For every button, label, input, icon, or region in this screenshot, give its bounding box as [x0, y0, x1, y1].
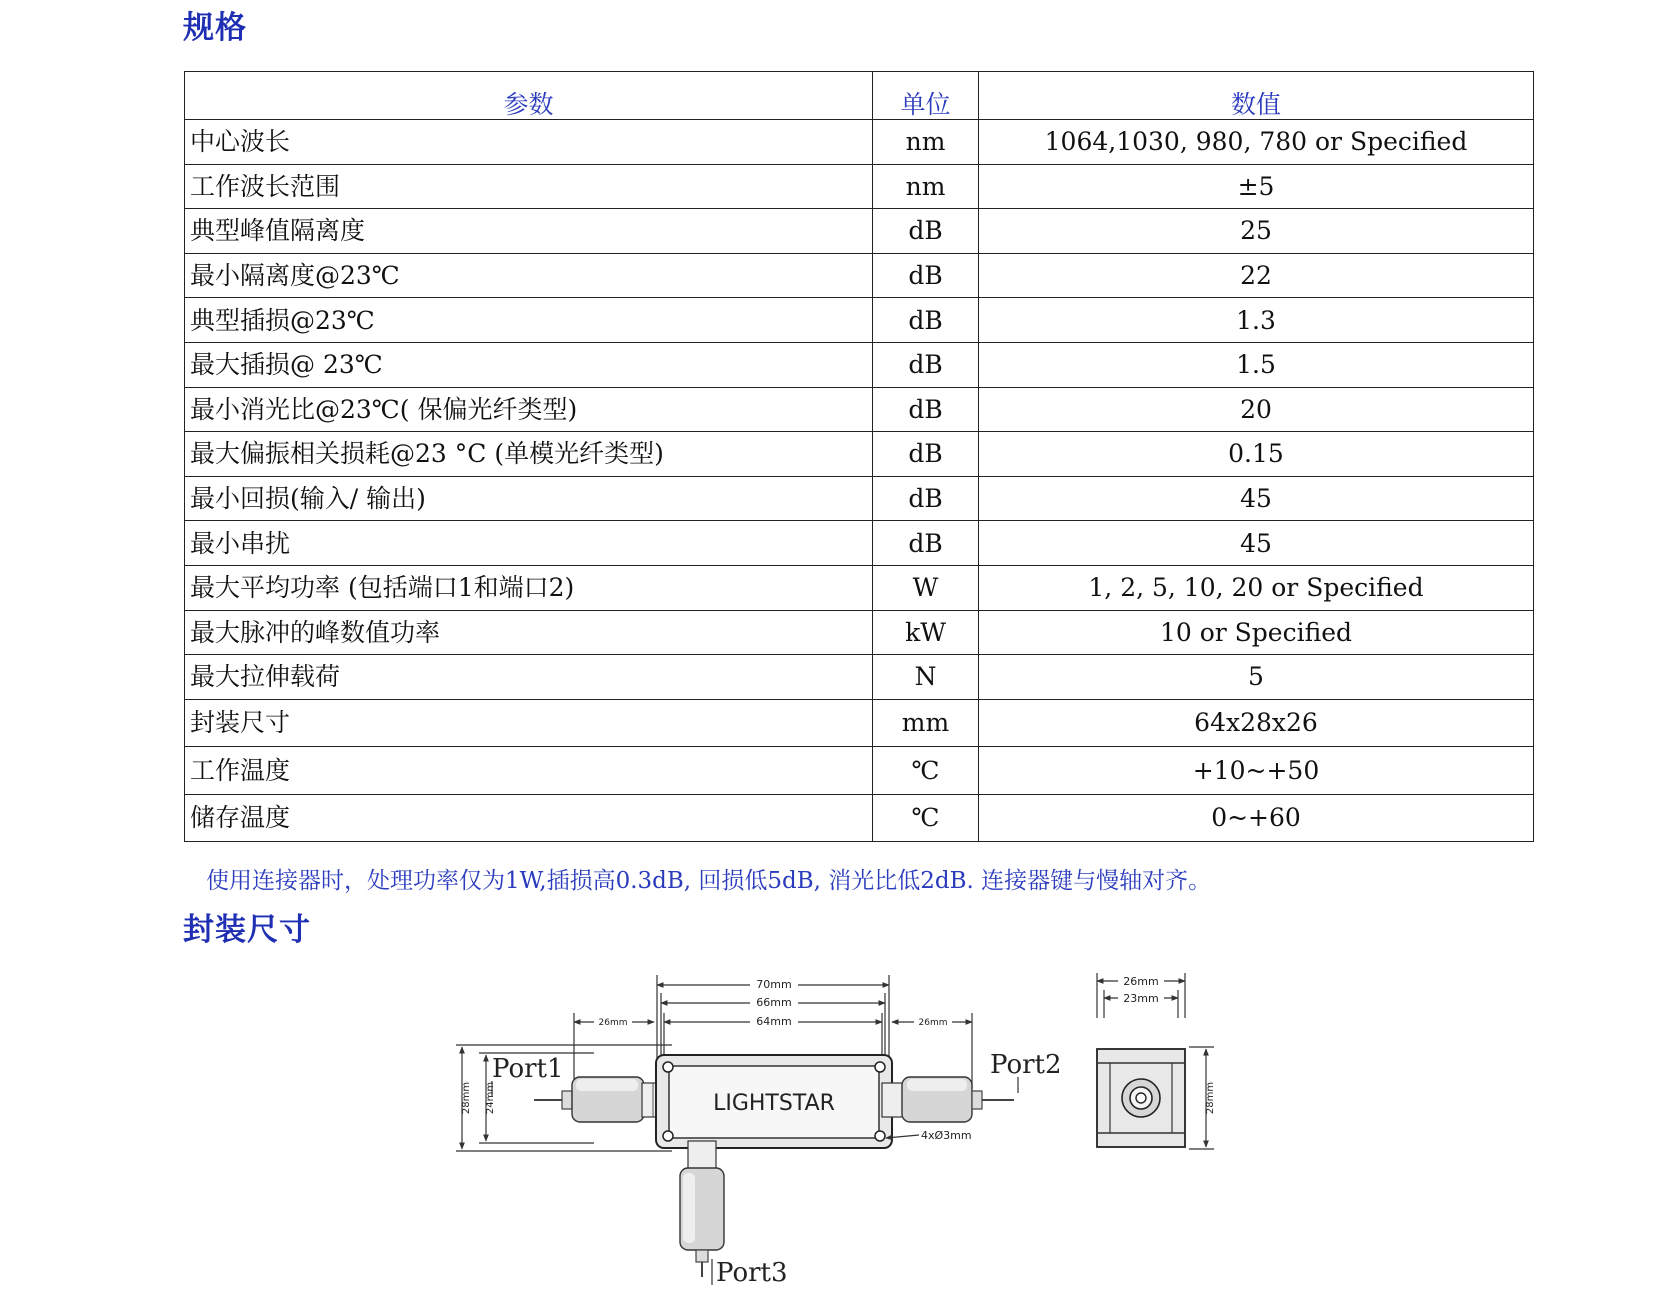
port2-label: Port2 — [990, 1050, 1062, 1080]
dim-24-label: 24mm — [485, 1081, 496, 1115]
unit-cell: dB — [873, 342, 979, 387]
unit-cell: N — [873, 655, 979, 700]
dim-64-label: 64mm — [756, 1015, 792, 1028]
port3-label: Port3 — [716, 1258, 788, 1288]
end-dim-23-label: 23mm — [1123, 992, 1159, 1005]
port1-label: Port1 — [492, 1054, 564, 1084]
param-cell: 最大插损@ 23℃ — [185, 342, 873, 387]
unit-cell: W — [873, 565, 979, 610]
table-row — [185, 432, 1534, 477]
value-cell: 0.15 — [979, 432, 1534, 477]
header-param: 参数 — [185, 72, 873, 120]
table-row — [185, 747, 1534, 795]
value-cell: ±5 — [979, 164, 1534, 209]
unit-cell: ℃ — [873, 794, 979, 842]
table-header-row — [185, 72, 1534, 120]
value-cell: 1.3 — [979, 298, 1534, 343]
spec-table — [184, 71, 1534, 842]
param-cell: 中心波长 — [185, 120, 873, 165]
table-row — [185, 120, 1534, 165]
unit-cell: nm — [873, 120, 979, 165]
header-unit: 单位 — [873, 72, 979, 120]
brand-label: LIGHTSTAR — [713, 1091, 835, 1116]
unit-cell: dB — [873, 253, 979, 298]
unit-cell: dB — [873, 209, 979, 254]
connector-note: 使用连接器时，处理功率仅为1W,插损高0.3dB, 回损低5dB, 消光比低2dB. 连接器键与慢轴对齐。 — [206, 868, 1212, 894]
value-cell: 45 — [979, 476, 1534, 521]
table-row — [185, 699, 1534, 747]
unit-cell: dB — [873, 387, 979, 432]
package-drawing — [444, 963, 1219, 1291]
table-row — [185, 164, 1534, 209]
param-cell: 储存温度 — [185, 794, 873, 842]
table-row — [185, 387, 1534, 432]
housing — [656, 1055, 892, 1148]
param-cell: 典型插损@23℃ — [185, 298, 873, 343]
param-cell: 最小回损(输入/ 输出) — [185, 476, 873, 521]
param-cell: 典型峰值隔离度 — [185, 209, 873, 254]
package-drawing-svg — [444, 963, 1219, 1291]
param-cell: 最大拉伸载荷 — [185, 655, 873, 700]
value-cell: 10 or Specified — [979, 610, 1534, 655]
param-cell: 最小隔离度@23℃ — [185, 253, 873, 298]
table-row — [185, 342, 1534, 387]
value-cell: 1, 2, 5, 10, 20 or Specified — [979, 565, 1534, 610]
section-title-package: 封装尺寸 — [183, 912, 311, 948]
table-row — [185, 521, 1534, 566]
table-row — [185, 794, 1534, 842]
param-cell: 最大脉冲的峰数值功率 — [185, 610, 873, 655]
param-cell: 封装尺寸 — [185, 699, 873, 747]
header-value: 数值 — [979, 72, 1534, 120]
unit-cell: dB — [873, 432, 979, 477]
value-cell: 0~+60 — [979, 794, 1534, 842]
table-row — [185, 253, 1534, 298]
param-cell: 最大平均功率 (包括端口1和端口2) — [185, 565, 873, 610]
param-cell: 最小串扰 — [185, 521, 873, 566]
section-title-spec: 规格 — [183, 10, 247, 46]
unit-cell: mm — [873, 699, 979, 747]
param-cell: 工作温度 — [185, 747, 873, 795]
value-cell: 1064,1030, 980, 780 or Specified — [979, 120, 1534, 165]
table-row — [185, 209, 1534, 254]
unit-cell: dB — [873, 521, 979, 566]
dim-70-label: 70mm — [756, 978, 792, 991]
param-cell: 工作波长范围 — [185, 164, 873, 209]
param-cell: 最大偏振相关损耗@23 °C (单模光纤类型) — [185, 432, 873, 477]
dim-26-right-label: 26mm — [918, 1018, 948, 1028]
table-row — [185, 655, 1534, 700]
unit-cell: ℃ — [873, 747, 979, 795]
unit-cell: dB — [873, 476, 979, 521]
param-cell: 最小消光比@23℃( 保偏光纤类型) — [185, 387, 873, 432]
end-dim-28-label: 28mm — [1205, 1081, 1216, 1115]
dim-26-left-label: 26mm — [598, 1018, 628, 1028]
value-cell: 64x28x26 — [979, 699, 1534, 747]
unit-cell: dB — [873, 298, 979, 343]
table-row — [185, 476, 1534, 521]
port2-assembly — [882, 1077, 1014, 1122]
value-cell: 20 — [979, 387, 1534, 432]
unit-cell: nm — [873, 164, 979, 209]
table-row — [185, 610, 1534, 655]
end-dim-26-label: 26mm — [1123, 975, 1159, 988]
table-row — [185, 565, 1534, 610]
dim-28-label: 28mm — [461, 1081, 472, 1115]
dim-66-label: 66mm — [756, 996, 792, 1009]
value-cell: 25 — [979, 209, 1534, 254]
value-cell: 5 — [979, 655, 1534, 700]
value-cell: 45 — [979, 521, 1534, 566]
holes-label: 4xØ3mm — [921, 1129, 972, 1142]
value-cell: 1.5 — [979, 342, 1534, 387]
port3-assembly — [680, 1141, 724, 1277]
unit-cell: kW — [873, 610, 979, 655]
table-row — [185, 298, 1534, 343]
value-cell: +10~+50 — [979, 747, 1534, 795]
end-view — [1097, 973, 1216, 1149]
value-cell: 22 — [979, 253, 1534, 298]
